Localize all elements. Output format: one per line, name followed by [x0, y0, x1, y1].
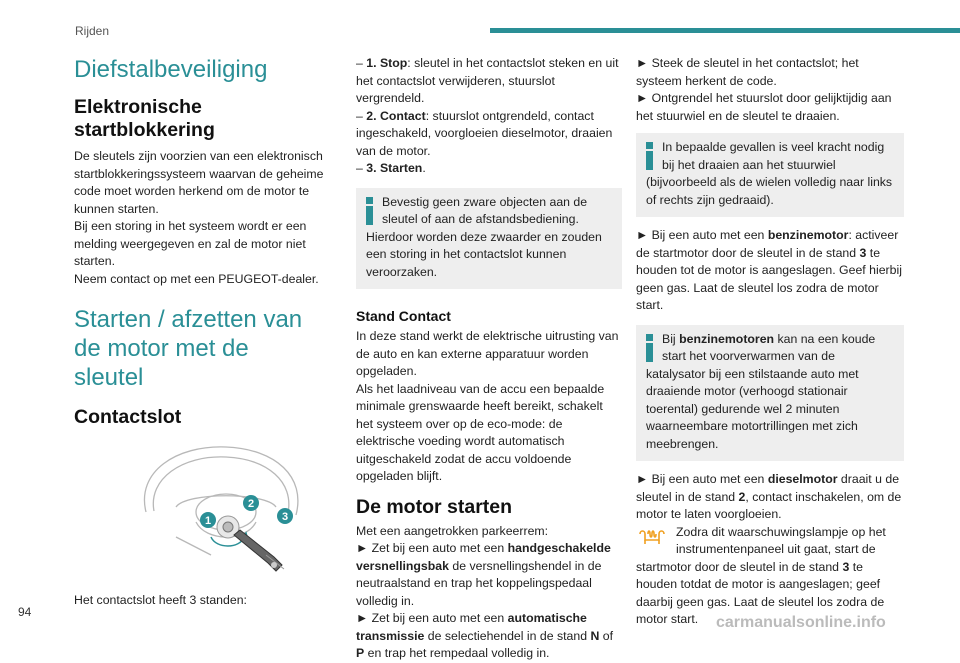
- info-box-steering-force: In bepaalde gevallen is veel kracht nodig bij het draaien aan het stuurwiel (bijvoorbeeld als de wielen volledig naar links of rechts zijn gedraaid).: [636, 133, 904, 217]
- illus-label-2: 2: [247, 498, 255, 510]
- info-box-heavy-objects: Bevestig geen zware objecten aan de sleutel of aan de afstandsbediening. Hierdoor worden deze zwaarder en zouden een storing in het contactslot kunnen veroorzaken.: [356, 188, 622, 290]
- paragraph: Bij een storing in het systeem wordt er een melding weergegeven en zal de motor niet starten.: [74, 219, 307, 268]
- heading-motor-starten: De motor starten: [356, 495, 513, 518]
- column-1: [74, 55, 324, 610]
- watermark: carmanualsonline.info: [716, 614, 886, 631]
- ignition-illustration: [116, 437, 316, 577]
- page-number: 94: [18, 605, 32, 619]
- column-3: [636, 55, 904, 629]
- step-diesel-engine: ► Bij een auto met een dieselmotor draait u de sleutel in de stand 2, contact inschakelen, om de motor te laten voorgloeien.: [636, 472, 902, 521]
- header-accent-bar: [490, 28, 960, 33]
- subtitle-startblokkering: Elektronische startblokkering: [74, 96, 215, 141]
- title-starten-afzetten: Starten / afzetten van de motor met de sleutel: [74, 306, 303, 391]
- info-icon: [646, 334, 653, 362]
- paragraph: Als het laadniveau van de accu een bepaalde minimale grenswaarde heeft bereikt, schakelt het systeem over op de eco-mode: de elektrische voeding wordt automatisch uitgeschakeld zodat de accu voldoende opgeladen blijft.: [356, 381, 605, 483]
- glow-plug-warning-icon: [636, 526, 668, 550]
- subtitle-contactslot: Contactslot: [74, 406, 182, 428]
- section-header: Rijden: [75, 24, 110, 38]
- step-unlock-steering: ► Ontgrendel het stuurslot door gelijktijdig aan het stuurwiel en de sleutel te draaien.: [636, 91, 892, 123]
- caption-contactslot: Het contactslot heeft 3 standen:: [74, 593, 247, 607]
- paragraph: Neem contact op met een PEUGEOT-dealer.: [74, 271, 319, 286]
- illus-label-1: 1: [204, 515, 212, 527]
- info-icon: [366, 197, 373, 225]
- position-stop: – 1. Stop: sleutel in het contactslot steken en uit het contactslot verwijderen, stuurslot vergrendeld.: [356, 56, 619, 105]
- paragraph: De sleutels zijn voorzien van een elektronisch startblokkeringssysteem waarvan de geheime code moet worden herkend om de motor te kunnen starten.: [74, 149, 324, 216]
- info-icon: [646, 142, 653, 170]
- step-insert-key: ► Steek de sleutel in het contactslot; het systeem herkent de code.: [636, 56, 859, 88]
- step-manual-gearbox: ► Zet bij een auto met een handgeschakelde versnellingsbak de versnellingshendel in de neutraalstand en trap het koppelingspedaal volledig in.: [356, 541, 611, 608]
- position-starten: – 3. Starten.: [356, 161, 426, 175]
- paragraph: Met een aangetrokken parkeerrem:: [356, 523, 549, 538]
- title-diefstalbeveiliging: Diefstalbeveiliging: [74, 56, 268, 83]
- step-warning-lamp: Zodra dit waarschuwingslampje op het instrumentenpaneel uit gaat, start de startmotor door de sleutel in de stand 3 te houden totdat de motor is aangeslagen; geef daarbij geen gas. Laat de sleutel los zodra de motor start.: [636, 524, 886, 626]
- column-2: [356, 55, 622, 663]
- paragraph: In deze stand werkt de elektrische uitrusting van de auto en kan externe apparatuur worden opgeladen.: [356, 329, 619, 378]
- step-petrol-engine: ► Bij een auto met een benzinemotor: activeer de startmotor door de sleutel in de stand 3 te houden tot de motor is aangeslagen. Geef hierbij geen gas. Laat de sleutel los zodra de motor start.: [636, 228, 902, 312]
- step-automatic-transmission: ► Zet bij een auto met een automatische transmissie de selectiehendel in de stand N of P en trap het rempedaal volledig in.: [356, 611, 614, 660]
- info-box-catalyst: Bij benzinemotoren kan na een koude start het voorverwarmen van de katalysator bij een stilstaande auto met draaiende motor (verhoogd stationair toerental) gedurende wel 2 minuten waarneembare motortrillingen met zich meebrengen.: [636, 325, 904, 462]
- position-contact: – 2. Contact: stuurslot ontgrendeld, contact ingeschakeld, voorgloeien dieselmotor, draaien van de motor.: [356, 108, 613, 158]
- heading-stand-contact: Stand Contact: [356, 308, 451, 324]
- illus-label-3: 3: [281, 511, 289, 523]
